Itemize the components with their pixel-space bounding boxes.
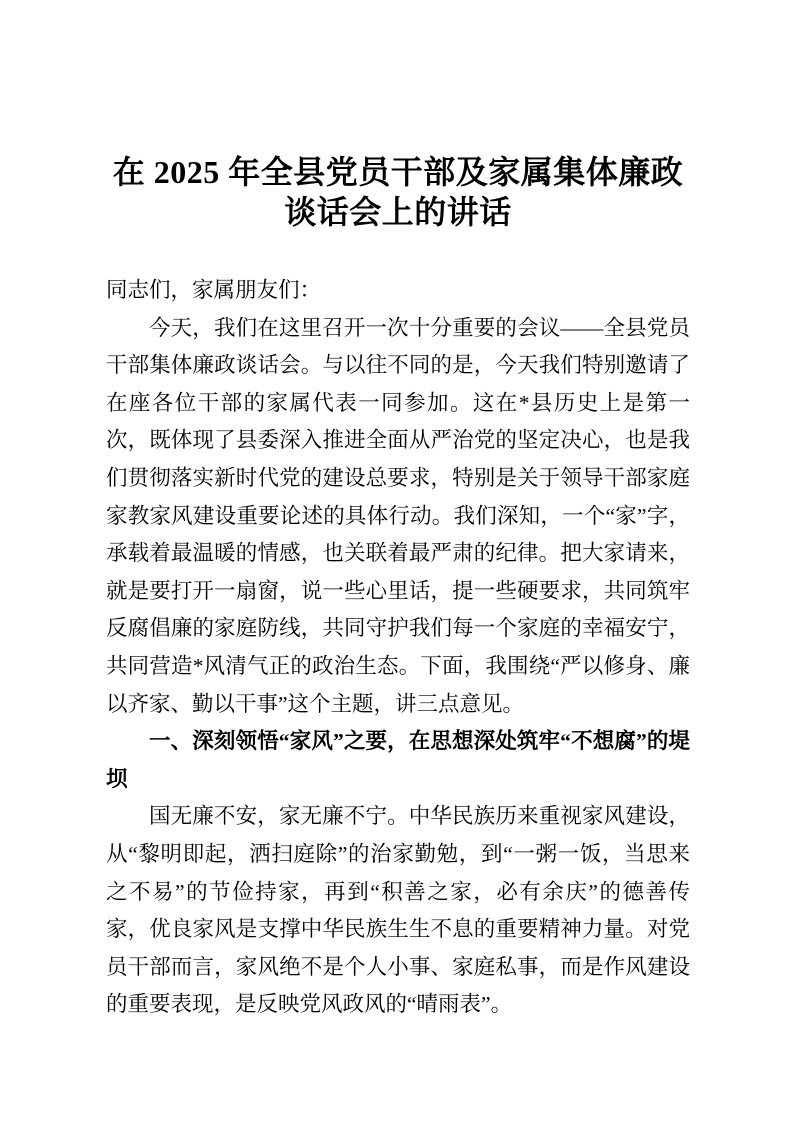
salutation: 同志们，家属朋友们： (106, 278, 322, 302)
document-title-line-1: 在 2025 年全县党员干部及家属集体廉政 (112, 154, 684, 190)
section-heading-1: 一、深刻领悟“家风”之要，在思想深处筑牢“不想腐”的堤坝 (106, 729, 690, 791)
paragraph-opening: 今天，我们在这里召开一次十分重要的会议——全县党员干部集体廉政谈话会。与以往不同的是，今天我们特别邀请了在座各位干部的家属代表一同参加。这在*县历史上是第一次，既体现了县委深入推进全面从严治党的坚定决心，也是我们贯彻落实新时代党的建设总要求，特别是关于领导干部家庭家教家风建设重要论述的具体行动。我们深知，一个“家”字，承载着最温暖的情感，也关联着最严肃的纪律。把大家请来，就是要打开一扇窗，说一些心里话，提一些硬要求，共同筑牢反腐倡廉的家庭防线，共同守护我们每一个家庭的幸福安宁，共同营造*风清气正的政治生态。下面，我围绕“严以修身、廉以齐家、勤以干事”这个主题，讲三点意见。 (106, 315, 690, 716)
document-title-line-2: 谈话会上的讲话 (284, 194, 512, 230)
document-title (106, 152, 690, 232)
paragraph-section-1: 国无廉不安，家无廉不宁。中华民族历来重视家风建设，从“黎明即起，洒扫庭除”的治家勤勉，到“一粥一饭，当思来之不易”的节俭持家，再到“积善之家，必有余庆”的德善传家，优良家风是支撑中华民族生生不息的重要精神力量。对党员干部而言，家风绝不是个人小事、家庭私事，而是作风建设的重要表现，是反映党风政风的“晴雨表”。 (106, 804, 690, 1017)
